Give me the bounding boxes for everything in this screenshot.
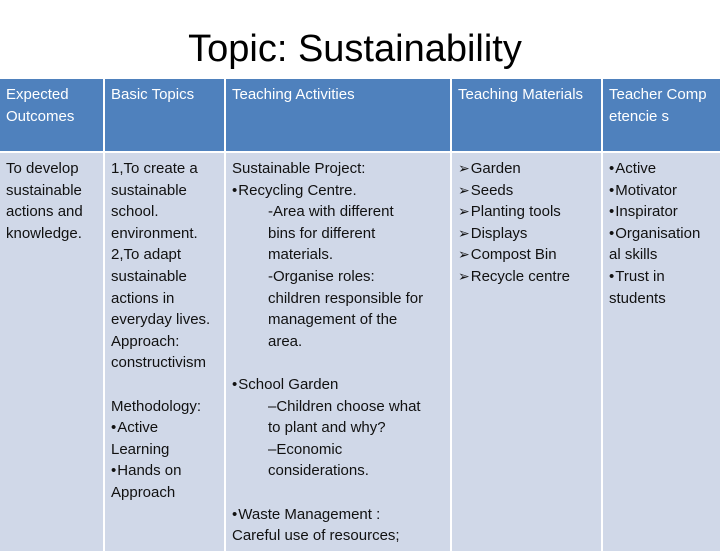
header-teacher-competencies: Teacher Competencie s: [602, 79, 720, 152]
approach-value: constructivism: [111, 354, 207, 372]
recycling-bullet: • Recycling Centre.: [232, 180, 444, 202]
basic-topic-line: 2,To adapt: [111, 246, 182, 264]
cell-teaching-activities: [225, 152, 451, 551]
cell-teacher-competencies: [602, 152, 720, 551]
material-item: ➢ Recycle centre: [458, 266, 595, 288]
competency-item: • Organisation al skills: [609, 223, 714, 266]
garden-bullet: • School Garden: [232, 374, 444, 396]
material-item: ➢ Planting tools: [458, 201, 595, 223]
material-item: ➢ Seeds: [458, 180, 595, 202]
header-teaching-materials: Teaching Materials: [451, 79, 602, 152]
table-header-row: [0, 79, 720, 152]
waste-detail: Careful use of resources;: [232, 527, 400, 545]
basic-topic-line: environment.: [111, 224, 198, 242]
garden-detail: –Children choose what: [268, 397, 421, 415]
cell-expected-outcomes: [0, 152, 104, 551]
material-item: ➢ Garden: [458, 158, 595, 180]
approach-label: Approach:: [111, 332, 180, 350]
recycling-detail: -Area with different: [268, 203, 394, 221]
header-basic-topics: Basic Topics: [104, 79, 225, 152]
methodology-label: Methodology:: [111, 397, 202, 415]
method-line: Approach: [111, 483, 176, 501]
competency-item: • Trust in students: [609, 266, 714, 309]
recycling-detail: materials.: [268, 246, 334, 264]
waste-bullet: • Waste Management :: [232, 504, 444, 526]
table-row: [0, 152, 720, 551]
material-item: ➢ Displays: [458, 223, 595, 245]
garden-detail: to plant and why?: [268, 419, 386, 437]
method-line: Learning: [111, 440, 170, 458]
recycling-detail: area.: [268, 332, 303, 350]
page-title: Topic: Sustainability: [188, 28, 522, 70]
header-expected-outcomes: Expected Outcomes: [0, 79, 104, 152]
basic-topic-line: actions in: [111, 289, 175, 307]
method-bullet: • Active: [111, 417, 218, 439]
basic-topic-line: 1,To create a: [111, 160, 198, 177]
recycling-detail: bins for different: [268, 224, 376, 242]
cell-teaching-materials: [451, 152, 602, 551]
basic-topic-line: sustainable: [111, 267, 187, 285]
material-item: ➢ Compost Bin: [458, 244, 595, 266]
curriculum-table: [0, 79, 720, 551]
garden-detail: –Economic: [268, 440, 343, 458]
basic-topic-line: school.: [111, 203, 159, 221]
competency-item: • Active: [609, 158, 714, 180]
cell-basic-topics: [104, 152, 225, 551]
expected-outcomes-text: To develop sustainable actions and knowledge.: [6, 160, 83, 242]
header-teaching-activities: Teaching Activities: [225, 79, 451, 152]
project-label: Sustainable Project:: [232, 160, 366, 177]
competency-item: • Inspirator: [609, 201, 714, 223]
competency-item: • Motivator: [609, 180, 714, 202]
method-bullet: • Hands on: [111, 460, 218, 482]
basic-topic-line: everyday lives.: [111, 311, 211, 329]
recycling-detail: children responsible for: [268, 289, 424, 307]
garden-detail: considerations.: [268, 462, 369, 480]
basic-topic-line: sustainable: [111, 181, 187, 199]
recycling-detail: -Organise roles:: [268, 267, 375, 285]
recycling-detail: management of the: [268, 311, 398, 329]
